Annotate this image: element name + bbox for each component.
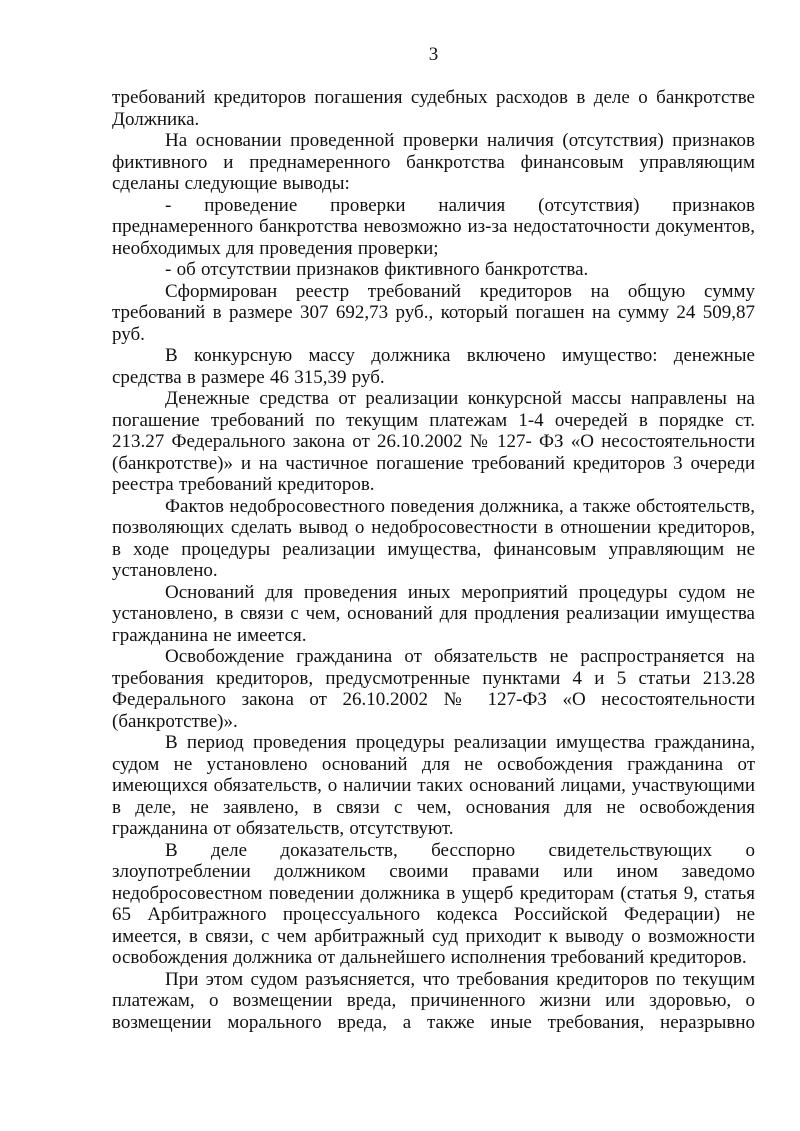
paragraph: Сформирован реестр требований кредиторов на общую сумму требований в размере 307 692,73 руб., который погашен на сумму 24 509,87 руб. <box>112 280 755 345</box>
paragraph: Фактов недобросовестного поведения должника, а также обстоятельств, позволяющих сделать вывод о недобросовестности в отношении кредиторов, в ходе процедуры реализации имущества, финансовым управляющим не установлено. <box>112 495 755 581</box>
paragraph: Оснований для проведения иных мероприятий процедуры судом не установлено, в связи с чем, оснований для продления реализации имущества гражданина не имеется. <box>112 581 755 646</box>
paragraph: В конкурсную массу должника включено имущество: денежные средства в размере 46 315,39 руб. <box>112 345 755 388</box>
document-body <box>112 87 755 1033</box>
paragraph: Денежные средства от реализации конкурсной массы направлены на погашение требований по текущим платежам 1-4 очередей в порядке ст. 213.27 Федерального закона от 26.10.2002 № 127- ФЗ «О несостоятельности (банкротстве)» и на частичное погашение требований кредиторов 3 очереди реестра требований кредиторов. <box>112 388 755 495</box>
paragraph: При этом судом разъясняется, что требования кредиторов по текущим платежам, о возмещении вреда, причиненного жизни или здоровью, о возмещении морального вреда, а также иные требования, неразрывно <box>112 968 755 1033</box>
paragraph: Освобождение гражданина от обязательств не распространяется на требования кредиторов, предусмотренные пунктами 4 и 5 статьи 213.28 Федерального закона от 26.10.2002 № 127-ФЗ «О несостоятельности (банкротстве)». <box>112 646 755 732</box>
paragraph: На основании проведенной проверки наличия (отсутствия) признаков фиктивного и преднамеренного банкротства финансовым управляющим сделаны следующие выводы: <box>112 130 755 194</box>
paragraph: В период проведения процедуры реализации имущества гражданина, судом не установлено оснований для не освобождения гражданина от имеющихся обязательств, о наличии таких оснований лицами, участвующими в деле, не заявлено, в связи с чем, основания для не освобождения гражданина от обязательств, отсутствуют. <box>112 732 755 839</box>
paragraph: требований кредиторов погашения судебных расходов в деле о банкротстве Должника. <box>112 87 755 130</box>
paragraph: В деле доказательств, бесспорно свидетельствующих о злоупотреблении должником своими правами или ином заведомо недобросовестном поведении должника в ущерб кредиторам (статья 9, статья 65 Арбитражного процессуального кодекса Российской Федерации) не имеется, в связи, с чем арбитражный суд приходит к выводу о возможности освобождения должника от дальнейшего исполнения требований кредиторов. <box>112 839 755 968</box>
paragraph: - об отсутствии признаков фиктивного банкротства. <box>165 259 589 280</box>
paragraph: - проведение проверки наличия (отсутствия) признаков преднамеренного банкротства невозможно из-за недостаточности документов, необходимых для проведения проверки; <box>112 194 755 259</box>
page-number: 3 <box>428 44 439 65</box>
